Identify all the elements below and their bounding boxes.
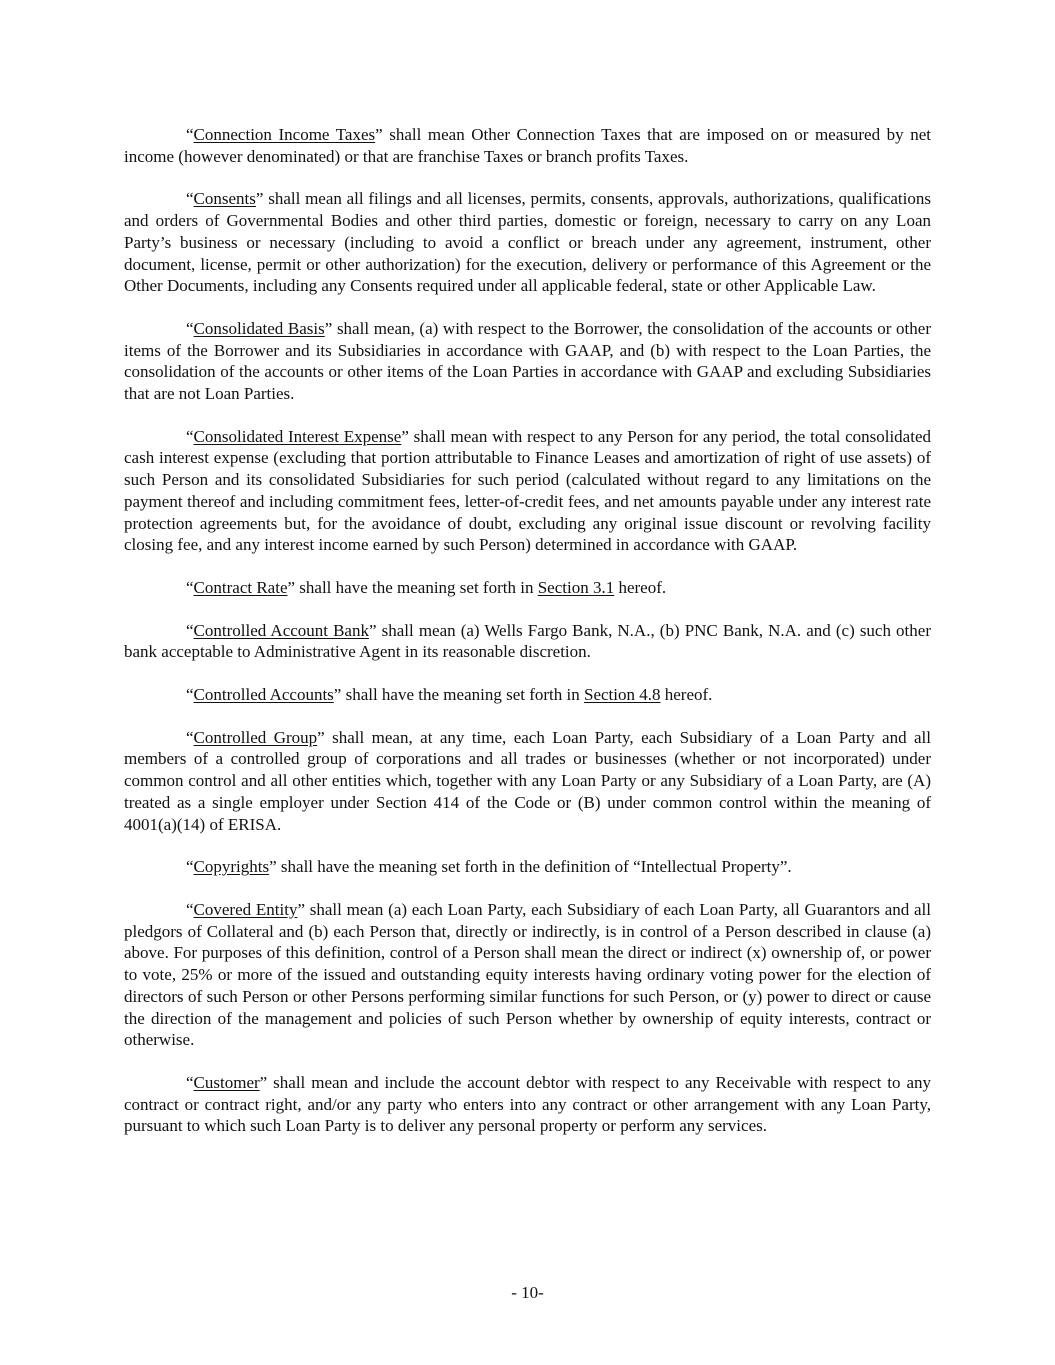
open-quote: “ <box>186 318 194 338</box>
open-quote: “ <box>186 857 194 877</box>
definition-contract-rate <box>124 577 931 599</box>
defined-term: Controlled Account Bank <box>193 620 369 640</box>
open-quote: “ <box>186 727 194 747</box>
definition-copyrights <box>124 856 931 878</box>
defined-term: Connection Income Taxes <box>193 125 376 144</box>
definition-text: shall mean with respect to any Person for any period, the total consolidated cash interest expense (excluding that portion attributable to Finance Leases and amortization of right of use assets) of such Person and its consolidated Subsidiaries for such period (calculated without regard to any limitations on the payment thereof and including commitment fees, letter-of-credit fees, and net amounts payable under any interest rate protection agreements but, for the avoidance of doubt, excluding any original issue discount or revolving facility closing fee, and any interest income earned by such Person) determined in accordance with GAAP. <box>124 426 932 555</box>
defined-term: Controlled Group <box>193 727 318 747</box>
close-quote: ” <box>259 1072 268 1092</box>
close-quote: ” <box>333 685 342 705</box>
page-number: - 10- <box>511 1283 544 1302</box>
open-quote: “ <box>186 1072 194 1092</box>
definition-text: shall mean all filings and all licenses, permits, consents, approvals, authorizations, qualifications and orders of Governmental Bodies and other third parties, domestic or foreign, necessary to carry on any Loan Party’s business or necessary (including to avoid a conflict or breach under any agreement, instrument, other document, license, permit or other authorization) for the execution, delivery or performance of this Agreement or the Other Documents, including any Consents required under all applicable federal, state or other Applicable Law. <box>124 189 931 296</box>
open-quote: “ <box>186 189 194 209</box>
definitions-body <box>124 124 931 1158</box>
definition-controlled-accounts <box>124 684 931 706</box>
section-reference: Section 4.8 <box>584 685 661 705</box>
open-quote: “ <box>186 685 194 705</box>
close-quote: ” <box>297 899 305 919</box>
close-quote: ” <box>317 727 325 747</box>
defined-term: Consolidated Interest Expense <box>193 426 402 446</box>
definition-text: shall mean, at any time, each Loan Party, each Subsidiary of a Loan Party and all members of a controlled group of corporations and all trades or businesses (whether or not incorporated) under common control and all other entities which, together with any Loan Party or any Subsidiary of a Loan Party, are (A) treated as a single employer under Section 414 of the Code or (B) under common control within the meaning of 4001(a)(14) of ERISA. <box>124 727 932 834</box>
definition-text: shall mean (a) Wells Fargo Bank, N.A., (b) PNC Bank, N.A. and (c) such other bank acceptable to Administrative Agent in its reasonable discretion. <box>124 620 931 662</box>
defined-term: Consolidated Basis <box>193 318 325 338</box>
definition-consents <box>124 188 931 297</box>
close-quote: ” <box>287 577 296 597</box>
definition-text: shall mean Other Connection Taxes that are imposed on or measured by net income (however denominated) or that are franchise Taxes or branch profits Taxes. <box>124 125 931 166</box>
defined-term: Covered Entity <box>193 899 298 919</box>
definition-consolidated-basis <box>124 318 931 405</box>
defined-term: Copyrights <box>193 857 270 877</box>
defined-term: Contract Rate <box>193 577 288 597</box>
definition-controlled-account-bank <box>124 620 931 663</box>
open-quote: “ <box>186 125 194 144</box>
definition-text: shall have the meaning set forth in <box>295 577 538 597</box>
definition-text: shall have the meaning set forth in the definition of “Intellectual Property”. <box>276 857 792 877</box>
definition-consolidated-interest-expense <box>124 426 931 556</box>
close-quote: ” <box>368 620 377 640</box>
close-quote: ” <box>324 318 333 338</box>
definition-text-end: hereof. <box>660 685 713 705</box>
definition-controlled-group <box>124 727 931 836</box>
definition-text: shall mean, (a) with respect to the Borrower, the consolidation of the accounts or other items of the Borrower and its Subsidiaries in accordance with GAAP, and (b) with respect to the Loan Parties, the consolidation of the accounts or other items of the Loan Parties in accordance with GAAP and excluding Subsidiaries that are not Loan Parties. <box>124 318 931 404</box>
defined-term: Customer <box>193 1072 260 1092</box>
open-quote: “ <box>186 620 194 640</box>
close-quote: ” <box>401 426 409 446</box>
definition-text: shall mean (a) each Loan Party, each Subsidiary of each Loan Party, all Guarantors and all pledgors of Collateral and (b) each Person that, directly or indirectly, is in control of a Person described in clause (a) above. For purposes of this definition, control of a Person shall mean the direct or indirect (x) ownership of, or power to vote, 25% or more of the issued and outstanding equity interests having ordinary voting power for the election of directors of such Person or other Persons performing similar functions for such Person, or (y) power to direct or cause the direction of the management and policies of such Person whether by ownership of equity interests, contract or otherwise. <box>124 899 932 1050</box>
definition-text: shall mean and include the account debtor with respect to any Receivable with respect to any contract or contract right, and/or any party who enters into any contract or other arrangement with any Loan Party, pursuant to which such Loan Party is to deliver any personal property or perform any services. <box>124 1072 931 1136</box>
defined-term: Consents <box>193 189 256 209</box>
defined-term: Controlled Accounts <box>193 685 334 705</box>
close-quote: ” <box>375 125 383 144</box>
close-quote: ” <box>269 857 277 877</box>
definition-covered-entity <box>124 899 931 1051</box>
section-reference: Section 3.1 <box>537 577 615 597</box>
close-quote: ” <box>255 189 264 209</box>
definition-connection-income-taxes <box>124 124 931 167</box>
definition-customer <box>124 1072 931 1137</box>
definition-text-end: hereof. <box>614 577 667 597</box>
open-quote: “ <box>186 426 194 446</box>
open-quote: “ <box>186 577 194 597</box>
open-quote: “ <box>186 899 194 919</box>
definition-text: shall have the meaning set forth in <box>341 685 584 705</box>
